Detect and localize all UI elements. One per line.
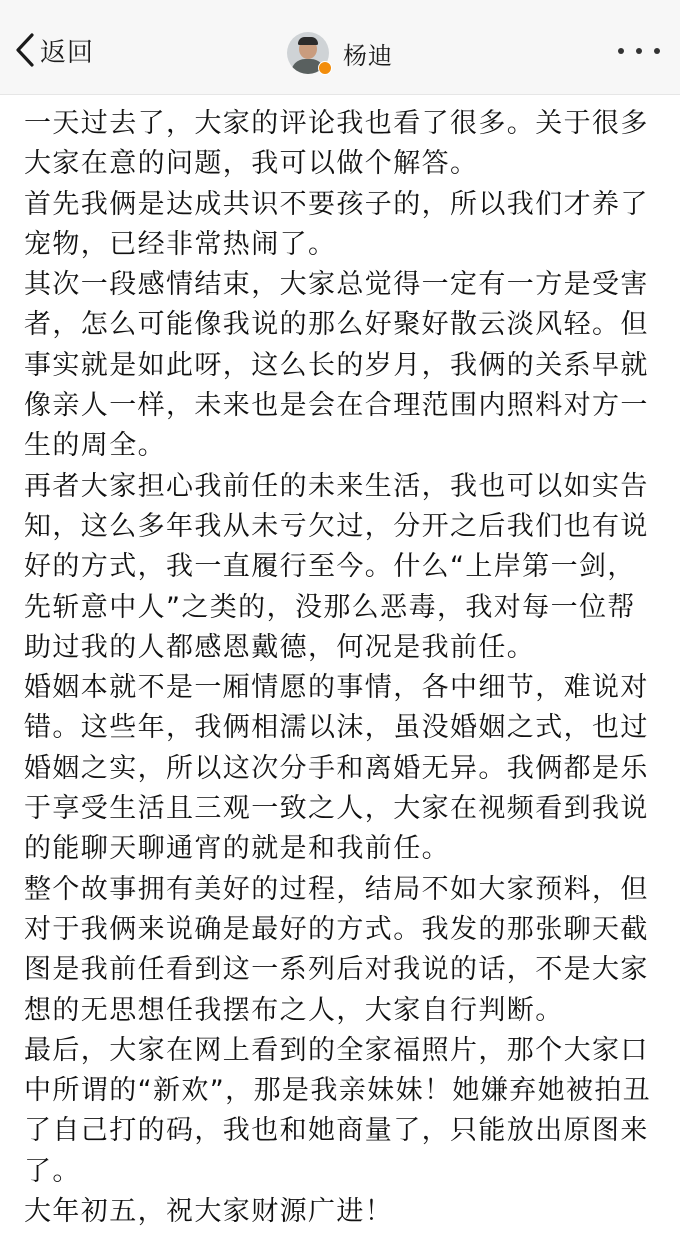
post-paragraph: 大年初五，祝大家财源广进！ <box>24 1196 394 1228</box>
post-paragraph: 整个故事拥有美好的过程，结局不如大家预料，但对于我俩来说确是最好的方式。我发的那张聊天截图是我前任看到这一系列后对我说的话，不是大家想的无思想任我摆布之人，大家自行判断。 <box>24 873 649 1026</box>
post-paragraph: 最后，大家在网上看到的全家福照片，那个大家口中所谓的“新欢”，那是我亲妹妹！她嫌弃她被拍丑了自己打的码，我也和她商量了，只能放出原图来了。 <box>24 1034 652 1187</box>
back-label: 返回 <box>40 37 95 68</box>
chevron-left-icon <box>14 32 36 68</box>
verified-badge-icon <box>318 61 332 75</box>
more-dot <box>618 48 624 54</box>
post-paragraph: 婚姻本就不是一厢情愿的事情，各中细节，难说对错。这些年，我俩相濡以沫，虽没婚姻之式，也过婚姻之实，所以这次分手和离婚无异。我俩都是乐于享受生活且三观一致之人，大家在视频看到我说的能聊天聊通宵的就是和我前任。 <box>24 672 649 865</box>
post-body <box>24 104 660 1232</box>
post-paragraph: 再者大家担心我前任的未来生活，我也可以如实告知，这么多年我从未亏欠过，分开之后我们也有说好的方式，我一直履行至今。什么“上岸第一剑，先斩意中人”之类的，没那么恶毒，我对每一位帮助过我的人都感恩戴德，何况是我前任。 <box>24 470 649 663</box>
more-dot <box>636 48 642 54</box>
post-paragraph: 其次一段感情结束，大家总觉得一定有一方是受害者，怎么可能像我说的那么好聚好散云淡风轻。但事实就是如此呀，这么长的岁月，我俩的关系早就像亲人一样，未来也是会在合理范围内照料对方一生的周全。 <box>24 269 649 462</box>
post-paragraph: 首先我俩是达成共识不要孩子的，所以我们才养了宠物，已经非常热闹了。 <box>24 188 649 260</box>
more-dot <box>654 48 660 54</box>
post-paragraph: 一天过去了，大家的评论我也看了很多。关于很多大家在意的问题，我可以做个解答。 <box>24 108 649 180</box>
more-options-button[interactable] <box>618 36 660 66</box>
top-navigation-bar <box>0 0 680 95</box>
back-button[interactable] <box>14 28 94 72</box>
post-author[interactable] <box>287 30 393 76</box>
author-name[interactable]: 杨迪 <box>343 41 393 70</box>
